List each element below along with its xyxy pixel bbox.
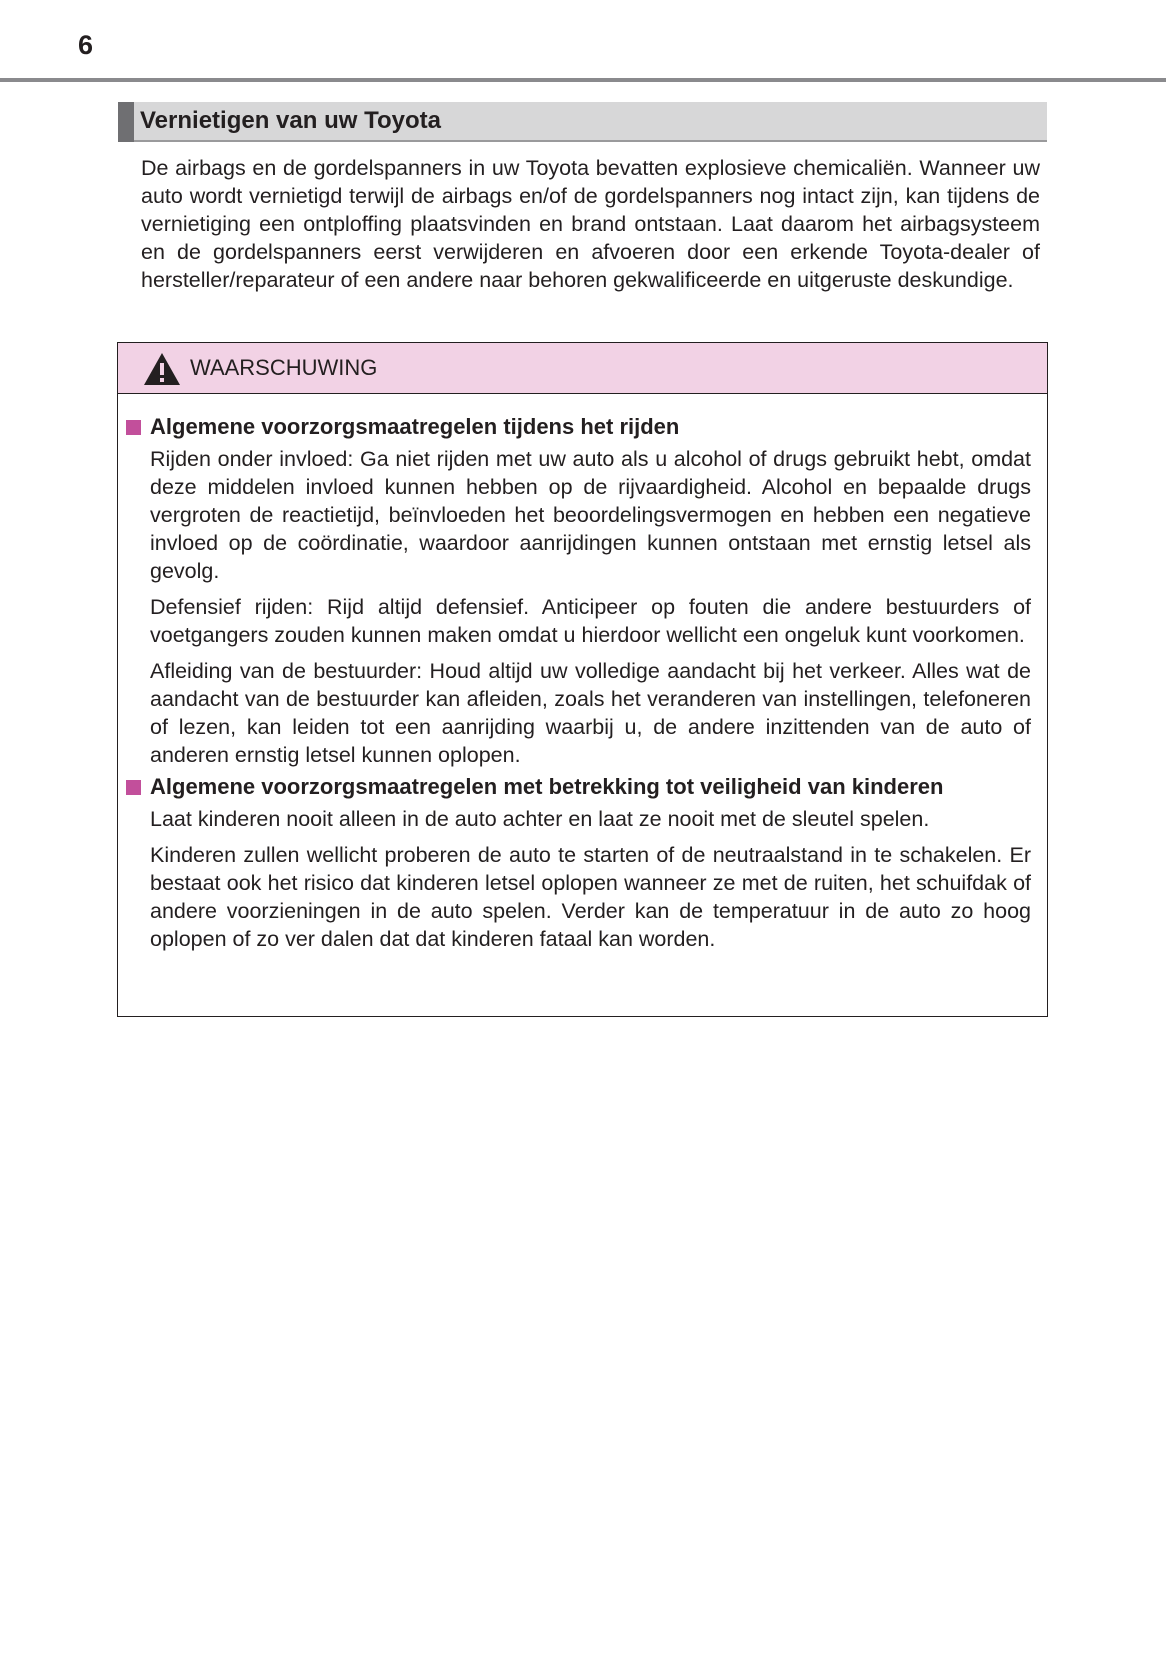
section-heading <box>118 102 1047 142</box>
warning-paragraph: Laat kinderen nooit alleen in de auto achter en laat ze nooit met de sleutel spelen. <box>150 807 930 831</box>
warning-subheading-children <box>126 773 1031 801</box>
section-title: Vernietigen van uw Toyota <box>140 107 441 134</box>
warning-triangle-icon <box>142 351 182 387</box>
warning-subheading-driving <box>126 413 1031 441</box>
intro-paragraph: De airbags en de gordelspanners in uw Toyota bevatten explosieve chemicaliën. Wanneer uw auto wordt vernietigd terwijl de airbags en/of de gordelspanners nog intact zijn, kan tijdens de vernietiging een ontploffing plaatsvinden en brand ontstaan. Laat daarom het airbagsysteem en de gordelspanners eerst verwijderen en afvoeren door een erkende Toyota-dealer of hersteller/reparateur of een andere naar behoren gekwalificeerde en uitgeruste deskundige. <box>141 156 1040 292</box>
section-heading-bar <box>118 102 134 142</box>
warning-paragraph: Rijden onder invloed: Ga niet rijden met uw auto als u alcohol of drugs gebruikt hebt, omdat deze middelen invloed kunnen hebben op de rijvaardigheid. Alcohol en bepaalde drugs vergroten de reactietijd, beïnvloeden het beoordelingsvermogen en hebben een negatieve invloed op de coördinatie, waardoor aanrijdingen kunnen ontstaan met ernstig letsel als gevolg. <box>150 447 1031 583</box>
subheading-text: Algemene voorzorgsmaatregelen met betrekking tot veiligheid van kinderen <box>150 774 944 799</box>
warning-box <box>117 342 1048 1017</box>
warning-paragraph: Kinderen zullen wellicht proberen de auto te starten of de neutraalstand in te schakelen. Er bestaat ook het risico dat kinderen letsel oplopen wanneer ze met de ruiten, het schuifdak of andere voorzieningen in de auto spelen. Verder kan de temperatuur in de auto zo hoog oplopen of zo ver dalen dat dat kinderen fataal kan worden. <box>150 843 1031 951</box>
warning-header <box>118 343 1047 394</box>
bullet-square-icon <box>126 420 141 435</box>
subheading-text: Algemene voorzorgsmaatregelen tijdens het rijden <box>150 414 680 439</box>
warning-paragraph: Defensief rijden: Rijd altijd defensief. Anticipeer op fouten die andere bestuurders of voetgangers zouden kunnen maken omdat u hierdoor wellicht een ongeluk kunt voorkomen. <box>150 595 1031 647</box>
warning-paragraph: Afleiding van de bestuurder: Houd altijd uw volledige aandacht bij het verkeer. Alles wat de aandacht van de bestuurder kan afleiden, zoals het veranderen van instellingen, telefoneren of lezen, kan leiden tot een aanrijding waarbij u, de andere inzittenden van de auto of anderen ernstig letsel kunnen oplopen. <box>150 659 1031 767</box>
warning-label: WAARSCHUWING <box>190 355 378 380</box>
warning-body <box>126 413 1031 961</box>
page-number: 6 <box>78 30 94 60</box>
bullet-square-icon <box>126 780 141 795</box>
header-rule <box>0 78 1166 82</box>
